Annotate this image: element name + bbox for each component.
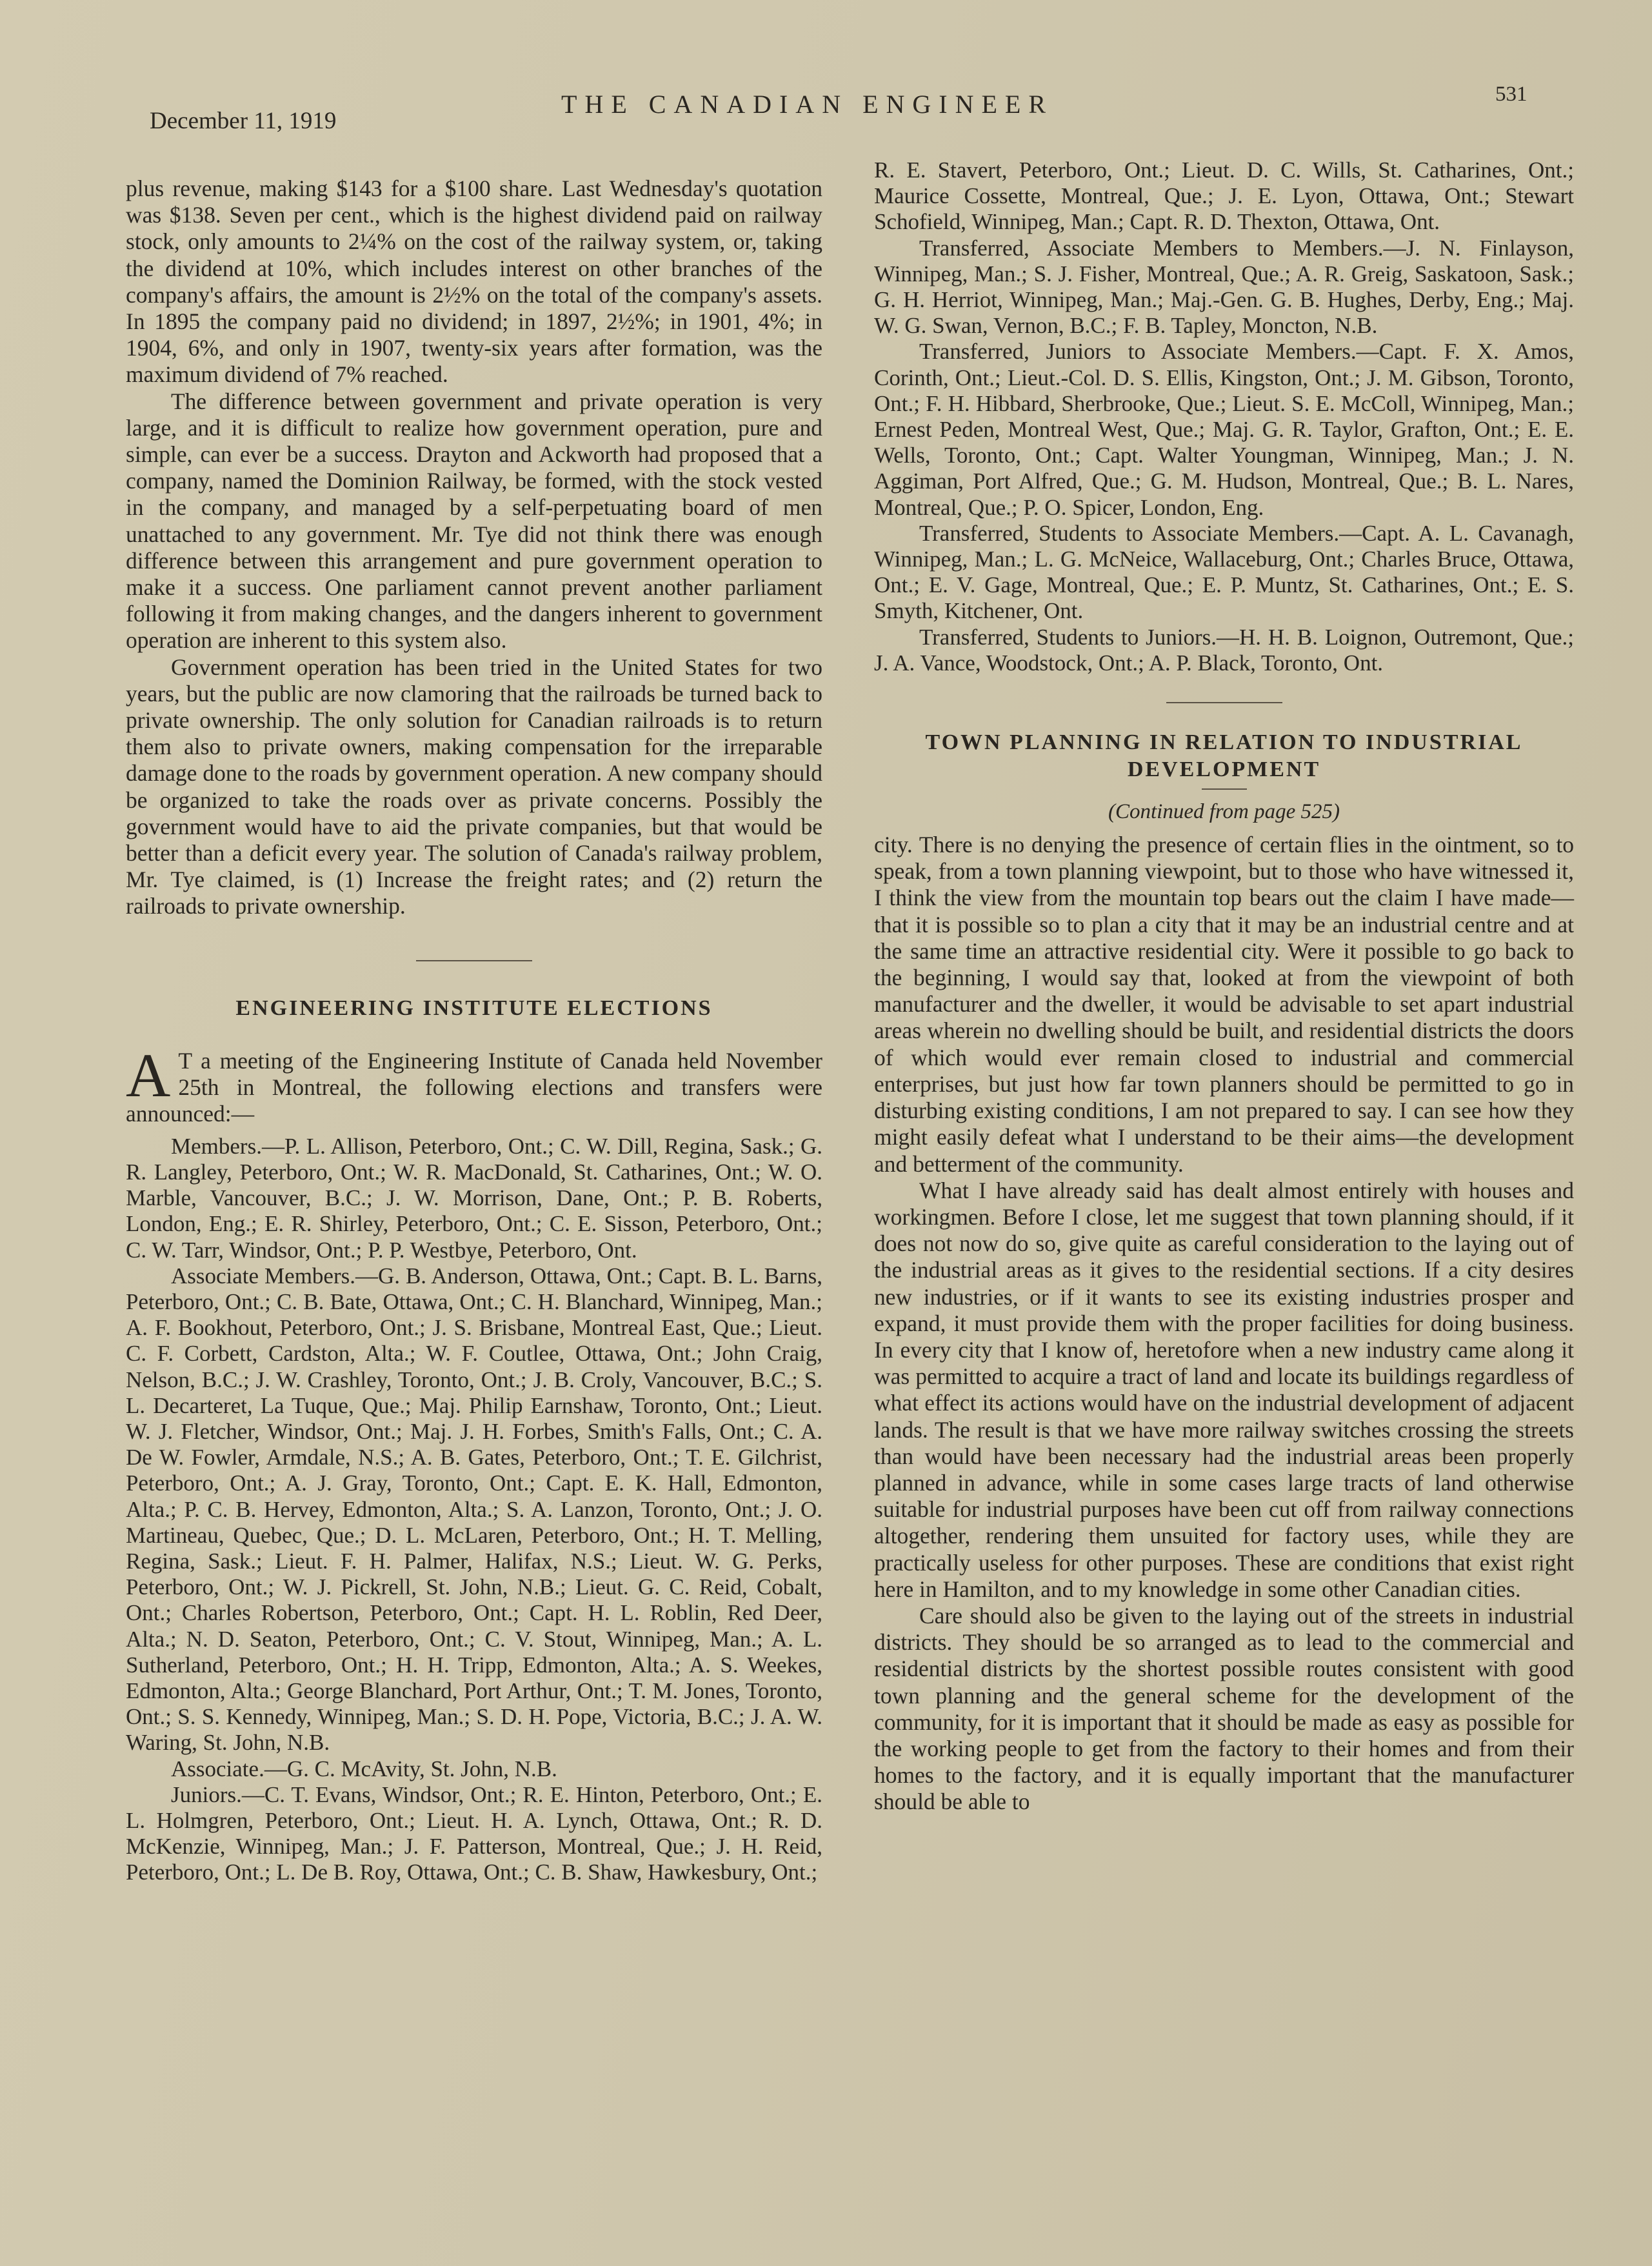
section-title-elections: ENGINEERING INSTITUTE ELECTIONS — [235, 996, 713, 1020]
section-title-town-planning — [874, 729, 1574, 783]
title-underline — [1202, 788, 1247, 790]
elections-members: Members.—P. L. Allison, Peterboro, Ont.; C. W. Dill, Regina, Sask.; G. R. Langley, Peterboro, Ont.; W. R. MacDonald, St. Catharines, Ont.; W. O. Marble, Vancouver, B.C.; J. W. Morrison, Dane, Ont.; P. B. Roberts, London, Eng.; E. R. Shirley, Peterboro, Ont.; C. E. Sisson, Peterboro, Ont.; C. W. Tarr, Windsor, Ont.; P. P. Westbye, Peterboro, Ont. — [126, 1133, 822, 1263]
elections-juniors: Juniors.—C. T. Evans, Windsor, Ont.; R. E. Hinton, Peterboro, Ont.; E. L. Holmgren, Peterboro, Ont.; Lieut. H. A. Lynch, Ottawa, Ont.; R. D. McKenzie, Winnipeg, Man.; J. F. Patterson, Montreal, Que.; J. H. Reid, Peterboro, Ont.; L. De B. Roy, Ottawa, Ont.; C. B. Shaw, Hawkesbury, Ont.; — [126, 1781, 822, 1885]
article-paragraph: Care should also be given to the laying out of the streets in industrial districts. They should be so arranged as to lead to the commercial and residential districts by the shortest possible routes consistent with good town planning and the general scheme for the development of the community, for it is important that it should be made as easy as possible for the working people to get from the factory to their homes and from their homes to the factory, and it is equally important that the manufacturer should be able to — [874, 1602, 1574, 1815]
transfer-students-to-juniors: Transferred, Students to Juniors.—H. H. B. Loignon, Outremont, Que.; J. A. Vance, Woodstock, Ont.; A. P. Black, Toronto, Ont. — [874, 624, 1574, 676]
drop-cap: A — [126, 1040, 171, 1110]
issue-date: December 11, 1919 — [150, 108, 337, 134]
continued-note: (Continued from page 525) — [1108, 800, 1340, 824]
right-column — [874, 157, 1574, 1816]
journal-title: THE CANADIAN ENGINEER — [561, 90, 1054, 119]
transfer-associates-to-members: Transferred, Associate Members to Members.—J. N. Finlayson, Winnipeg, Man.; S. J. Fisher, Montreal, Que.; A. R. Greig, Saskatoon, Sask.; G. H. Herriot, Winnipeg, Man.; Maj.-Gen. G. B. Hughes, Derby, Eng.; Maj. W. G. Swan, Vernon, B.C.; F. B. Tapley, Moncton, N.B. — [874, 235, 1574, 339]
article-paragraph: city. There is no denying the presence of certain flies in the ointment, so to speak, from a town planning viewpoint, but to those who have witnessed it, I think the view from the mountain top bears out the claim I have made—that it is possible so to plan a city that it may be an industrial centre and at the same time an attractive residential city. Were it possible to go back to the beginning, I would say that, looked at from the viewpoint of both manufacturer and the dweller, it would be advisable to set apart industrial areas wherein no dwelling should be built, and residential districts the doors of which would ever remain closed to industrial and commercial enterprises, but just how far town planners should be permitted to go in disturbing existing conditions, I am not prepared to say. I can see how they might easily defeat what I understand to be their aims—the development and betterment of the community. — [874, 832, 1574, 1177]
article-paragraph: What I have already said has dealt almost entirely with houses and workingmen. Before I close, let me suggest that town planning should, if it does not now do so, give quite as careful consideration to the laying out of the industrial areas as it gives to the residential sections. If a city desires new industries, or if it wants to see its existing industries prosper and expand, it must provide them with the proper facilities for doing business. In every city that I know of, heretofore when a new industry came along it was permitted to acquire a tract of land and locate its buildings regardless of what effect its actions would have on the industrial development of adjacent lands. The result is that we have more railway switches crossing the streets than would have been necessary had the industrial areas been properly planned in advance, while in some cases large tracts of land otherwise suitable for industrial purposes have been cut off from railway connections altogether, rendering them unsuited for factory uses, while they are practically useless for other purposes. These are conditions that exist right here in Hamilton, and to my knowledge in some other Canadian cities. — [874, 1177, 1574, 1602]
transfer-students-to-associates: Transferred, Students to Associate Members.—Capt. A. L. Cavanagh, Winnipeg, Man.; L. G. McNeice, Wallaceburg, Ont.; Charles Bruce, Ottawa, Ont.; E. V. Gage, Montreal, Que.; E. P. Muntz, St. Catharines, Ont.; E. S. Smyth, Kitchener, Ont. — [874, 520, 1574, 624]
elections-associate-members: Associate Members.—G. B. Anderson, Ottawa, Ont.; Capt. B. L. Barns, Peterboro, Ont.; C. B. Bate, Ottawa, Ont.; C. H. Blanchard, Winnipeg, Man.; A. F. Bookhout, Peterboro, Ont.; J. S. Brisbane, Montreal East, Que.; Lieut. C. F. Corbett, Cardston, Alta.; W. F. Coutlee, Ottawa, Ont.; John Craig, Nelson, B.C.; J. W. Crashley, Toronto, Ont.; J. B. Croly, Vancouver, B.C.; S. L. Decarteret, La Tuque, Que.; Maj. Philip Earnshaw, Toronto, Ont.; Lieut. W. J. Fletcher, Windsor, Ont.; Maj. J. H. Forbes, Smith's Falls, Ont.; C. A. De W. Fowler, Armdale, N.S.; A. B. Gates, Peterboro, Ont.; T. E. Gilchrist, Peterboro, Ont.; A. J. Gray, Toronto, Ont.; Capt. E. K. Hall, Edmonton, Alta.; P. C. B. Hervey, Edmonton, Alta.; S. A. Lanzon, Toronto, Ont.; J. O. Martineau, Quebec, Que.; D. L. McLaren, Peterboro, Ont.; H. T. Melling, Regina, Sask.; Lieut. F. H. Palmer, Halifax, N.S.; Lieut. W. G. Perks, Peterboro, Ont.; W. J. Pickrell, St. John, N.B.; Lieut. G. C. Reid, Cobalt, Ont.; Charles Robertson, Peterboro, Ont.; Capt. H. L. Roblin, Red Deer, Alta.; N. D. Seaton, Peterboro, Ont.; C. V. Stout, Winnipeg, Man.; A. L. Sutherland, Peterboro, Ont.; H. H. Tripp, Edmonton, Alta.; A. S. Weekes, Edmonton, Alta.; George Blanchard, Port Arthur, Ont.; T. M. Jones, Toronto, Ont.; S. S. Kennedy, Winnipeg, Man.; S. D. H. Pope, Victoria, B.C.; J. A. W. Waring, St. John, N.B. — [126, 1263, 822, 1756]
elections-intro — [126, 1040, 822, 1127]
article-paragraph: plus revenue, making $143 for a $100 share. Last Wednesday's quotation was $138. Seven per cent., which is the highest dividend paid on railway stock, only amounts to 2¼% on the cost of the railway system, or, taking the dividend at 10%, which includes interest on other branches of the company's affairs, the amount is 2½% on the total of the company's assets. In 1895 the company paid no dividend; in 1897, 2½%; in 1901, 4%; in 1904, 6%, and only in 1907, twenty-six years after formation, was the maximum dividend of 7% reached. — [126, 175, 822, 388]
transfer-juniors-to-associates: Transferred, Juniors to Associate Members.—Capt. F. X. Amos, Corinth, Ont.; Lieut.-Col. D. S. Ellis, Kingston, Ont.; J. M. Gibson, Toronto, Ont.; F. H. Hibbard, Sherbrooke, Que.; Lieut. S. E. McColl, Winnipeg, Man.; Ernest Peden, Montreal West, Que.; Maj. G. R. Taylor, Grafton, Ont.; E. E. Wells, Toronto, Ont.; Capt. Walter Youngman, Winnipeg, Man.; J. N. Aggiman, Port Alfred, Que.; G. M. Hudson, Montreal, Que.; B. L. Nares, Montreal, Que.; P. O. Spicer, London, Eng. — [874, 339, 1574, 520]
article-paragraph: The difference between government and private operation is very large, and it is difficult to realize how government operation, pure and simple, can ever be a success. Drayton and Ackworth had proposed that a company, named the Dominion Railway, be formed, with the stock vested in the company, and managed by a self-perpetuating board of men unattached to any government. Mr. Tye did not think there was enough difference between this arrangement and pure government operation to make it a success. One parliament cannot prevent another parliament following it from making changes, and the dangers inherent to government operation are inherent to this system also. — [126, 388, 822, 654]
left-column — [126, 175, 822, 1886]
article-paragraph: Government operation has been tried in the United States for two years, but the public are now clamoring that the railroads be turned back to private ownership. The only solution for Canadian railroads is to return them also to private owners, making compensation for the irreparable damage done to the roads by government operation. A new company should be organized to take the roads over as private concerns. Possibly the government would have to aid the private companies, but that would be better than a deficit every year. The solution of Canada's railway problem, Mr. Tye claimed, is (1) Increase the freight rates; and (2) return the railroads to private ownership. — [126, 654, 822, 919]
elections-intro-text: T a meeting of the Engineering Institute of Canada held November 25th in Montreal, the following elections and transfers were announced:— — [126, 1047, 822, 1127]
elections-continuation: R. E. Stavert, Peterboro, Ont.; Lieut. D. C. Wills, St. Catharines, Ont.; Maurice Cossette, Montreal, Que.; J. E. Lyon, Ottawa, Ont.; Stewart Schofield, Winnipeg, Man.; Capt. R. D. Thexton, Ottawa, Ont. — [874, 157, 1574, 235]
section-title-line: TOWN PLANNING IN RELATION TO INDUSTRIAL — [925, 730, 1523, 755]
section-title-line: DEVELOPMENT — [1127, 757, 1321, 782]
elections-associate: Associate.—G. C. McAvity, St. John, N.B. — [171, 1756, 557, 1781]
page-number: 531 — [1495, 83, 1528, 106]
